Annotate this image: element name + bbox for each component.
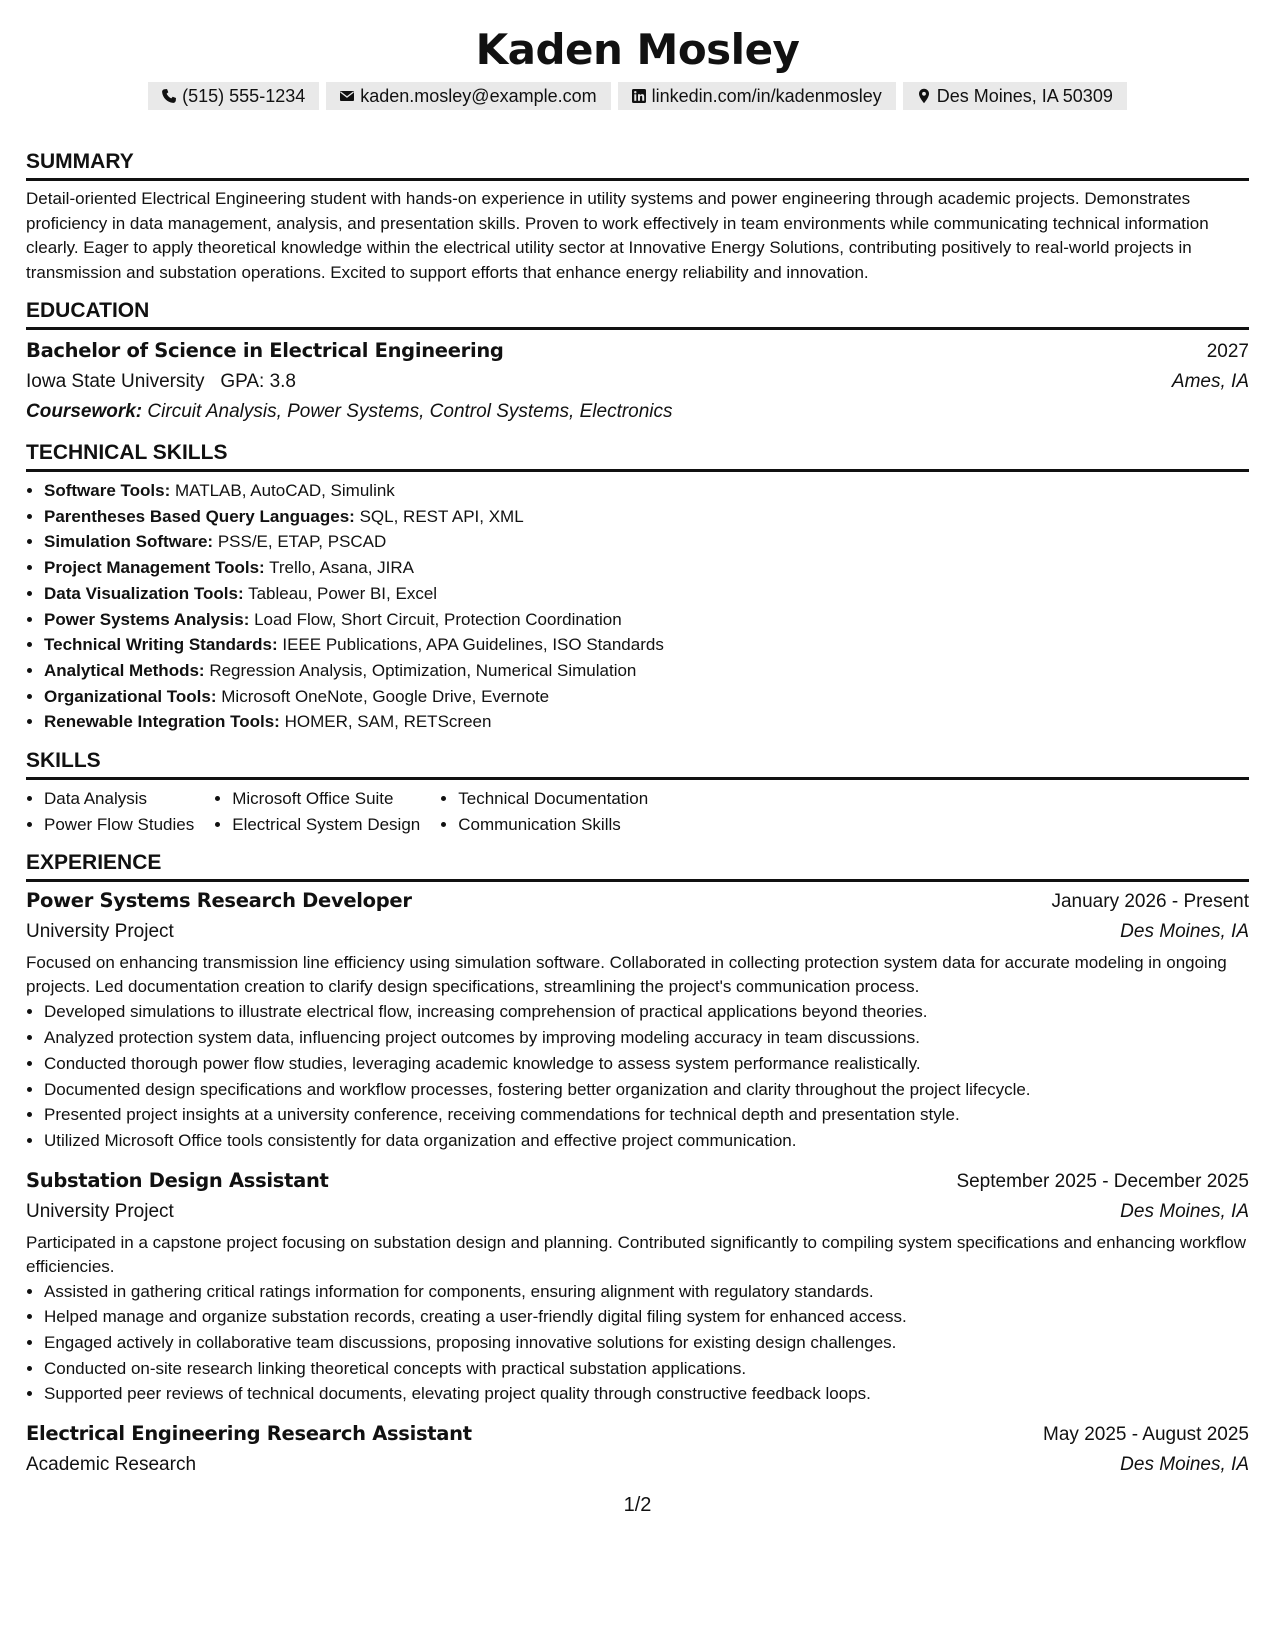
list-item	[44, 581, 1249, 607]
skills-section	[26, 749, 1249, 837]
job-location: Des Moines, IA	[1120, 1200, 1249, 1222]
skills-column	[440, 786, 648, 837]
job-org: University Project	[26, 921, 174, 943]
list-item	[44, 478, 1249, 504]
list-item: • Data Analysis	[44, 786, 194, 812]
coursework-list: Circuit Analysis, Power Systems, Control Systems, Electronics	[147, 401, 673, 422]
phone-text: (515) 555-1234	[182, 86, 306, 106]
school-location: Ames, IA	[1171, 371, 1249, 392]
skill-label: Renewable Integration Tools:	[44, 712, 280, 732]
skill-value: Regression Analysis, Optimization, Numerical Simulation	[209, 660, 637, 680]
list-item: • Technical Documentation	[458, 786, 648, 812]
skill-label: Analytical Methods:	[44, 660, 205, 680]
list-item	[44, 607, 1249, 633]
phone-chip[interactable]	[148, 82, 319, 110]
education-section	[26, 299, 1249, 427]
job-title: Electrical Engineering Research Assistant	[26, 1422, 472, 1446]
skills-heading: SKILLS	[26, 749, 1249, 780]
education-heading: EDUCATION	[26, 299, 1249, 330]
job-dates: January 2026 - Present	[1051, 891, 1249, 913]
skill-value: SQL, REST API, XML	[359, 506, 524, 526]
summary-section	[26, 150, 1249, 285]
location-text: Des Moines, IA 50309	[936, 86, 1113, 106]
list-item: • Documented design specifications and workflow processes, fostering better organization and clarity throughout the project lifecycle.	[44, 1077, 1249, 1103]
technical-skills-section	[26, 441, 1249, 735]
contact-bar	[26, 82, 1249, 110]
job-description: Focused on enhancing transmission line efficiency using simulation software. Collaborated in collecting protection system data for accurate modeling in ongoing projects. Led documentation creation to clarify design specifications, streamlining the project's communication process.	[26, 953, 1227, 997]
job-entry	[26, 886, 1249, 1153]
skill-label: Project Management Tools:	[44, 558, 265, 578]
phone-icon	[161, 88, 177, 104]
list-item: • Developed simulations to illustrate electrical flow, increasing comprehension of practical applications beyond theories.	[44, 999, 1249, 1025]
technical-skills-heading: TECHNICAL SKILLS	[26, 441, 1249, 472]
linkedin-chip[interactable]	[618, 82, 896, 110]
job-bullets	[26, 999, 1249, 1153]
candidate-name: Kaden Mosley	[475, 25, 800, 74]
list-item: • Presented project insights at a university conference, receiving commendations for technical depth and presentation style.	[44, 1102, 1249, 1128]
skill-value: Tableau, Power BI, Excel	[248, 583, 438, 603]
list-item	[44, 632, 1249, 658]
skill-label: Technical Writing Standards:	[44, 635, 278, 655]
map-pin-icon	[916, 88, 932, 104]
technical-skills-list	[26, 478, 1249, 735]
list-item: • Electrical System Design	[232, 812, 420, 838]
list-item	[44, 709, 1249, 735]
skill-value: MATLAB, AutoCAD, Simulink	[174, 481, 395, 500]
linkedin-text: linkedin.com/in/kadenmosley	[651, 86, 882, 106]
summary-heading: SUMMARY	[26, 150, 1249, 181]
job-dates: May 2025 - August 2025	[1043, 1424, 1249, 1446]
linkedin-icon	[631, 88, 647, 104]
job-description: Participated in a capstone project focusing on substation design and planning. Contributed significantly to compiling system specifications and enhancing workflow efficiencies.	[26, 1232, 1246, 1276]
list-item	[44, 658, 1249, 684]
skill-label: Data Visualization Tools:	[44, 583, 244, 603]
skill-value: IEEE Publications, APA Guidelines, ISO Standards	[282, 635, 664, 655]
graduation-year: 2027	[1206, 341, 1249, 362]
job-title: Power Systems Research Developer	[26, 889, 412, 913]
coursework	[26, 397, 1249, 427]
skills-column	[26, 786, 194, 837]
list-item: • Power Flow Studies	[44, 812, 194, 838]
list-item	[44, 529, 1249, 555]
list-item	[44, 684, 1249, 710]
job-dates: September 2025 - December 2025	[956, 1170, 1249, 1192]
skills-column	[214, 786, 420, 837]
job-org: Academic Research	[26, 1454, 197, 1476]
experience-section	[26, 851, 1249, 1480]
page-number: 1/2	[623, 1494, 652, 1516]
coursework-label: Coursework:	[26, 401, 143, 422]
location-chip	[903, 82, 1127, 110]
list-item: • Microsoft Office Suite	[232, 786, 420, 812]
email-chip[interactable]	[326, 82, 610, 110]
skill-label: Organizational Tools:	[44, 686, 217, 706]
list-item: • Assisted in gathering critical ratings information for components, ensuring alignment with regulatory standards.	[44, 1279, 1249, 1305]
job-org: University Project	[26, 1200, 174, 1222]
skill-value: Load Flow, Short Circuit, Protection Coordination	[254, 609, 622, 629]
gpa: GPA: 3.8	[220, 371, 296, 392]
skill-label: Software Tools:	[44, 481, 171, 500]
list-item: • Helped manage and organize substation records, creating a user-friendly digital filing system for enhanced access.	[44, 1304, 1249, 1330]
list-item: • Analyzed protection system data, influencing project outcomes by improving modeling accuracy in team discussions.	[44, 1025, 1249, 1051]
skill-value: HOMER, SAM, RETScreen	[284, 712, 492, 732]
job-location: Des Moines, IA	[1120, 921, 1249, 943]
skill-label: Parentheses Based Query Languages:	[44, 506, 355, 526]
job-title: Substation Design Assistant	[26, 1168, 329, 1192]
skill-value: PSS/E, ETAP, PSCAD	[217, 532, 387, 552]
skill-label: Power Systems Analysis:	[44, 609, 250, 629]
degree-title: Bachelor of Science in Electrical Engineering	[26, 339, 504, 362]
job-entry	[26, 1419, 1249, 1480]
experience-heading: EXPERIENCE	[26, 851, 1249, 882]
skills-grid	[26, 786, 1249, 837]
job-entry	[26, 1166, 1249, 1408]
list-item: • Utilized Microsoft Office tools consistently for data organization and effective project communication.	[44, 1128, 1249, 1154]
skill-value: Trello, Asana, JIRA	[269, 558, 415, 578]
list-item: • Supported peer reviews of technical documents, elevating project quality through constructive feedback loops.	[44, 1381, 1249, 1407]
list-item	[44, 555, 1249, 581]
email-text: kaden.mosley@example.com	[360, 86, 597, 106]
school-name: Iowa State University	[26, 371, 205, 392]
list-item: • Conducted thorough power flow studies, leveraging academic knowledge to assess system performance realistically.	[44, 1051, 1249, 1077]
list-item: • Communication Skills	[458, 812, 648, 838]
summary-text: Detail-oriented Electrical Engineering student with hands-on experience in utility systems and power engineering through academic projects. Demonstrates proficiency in data management, analysis, and presentation skills. Proven to work effectively in team environments while communicating technical information clearly. Eager to apply theoretical knowledge within the electrical utility sector at Innovative Energy Solutions, contributing positively to real-world projects in transmission and substation operations. Excited to support efforts that enhance energy reliability and innovation.	[26, 189, 1209, 282]
list-item: • Conducted on-site research linking theoretical concepts with practical substation applications.	[44, 1356, 1249, 1382]
list-item: • Engaged actively in collaborative team discussions, proposing innovative solutions for existing design challenges.	[44, 1330, 1249, 1356]
job-location: Des Moines, IA	[1120, 1454, 1249, 1476]
skill-value: Microsoft OneNote, Google Drive, Evernote	[221, 686, 550, 706]
list-item	[44, 504, 1249, 530]
envelope-icon	[339, 88, 355, 104]
job-bullets	[26, 1279, 1249, 1408]
skill-label: Simulation Software:	[44, 532, 214, 552]
